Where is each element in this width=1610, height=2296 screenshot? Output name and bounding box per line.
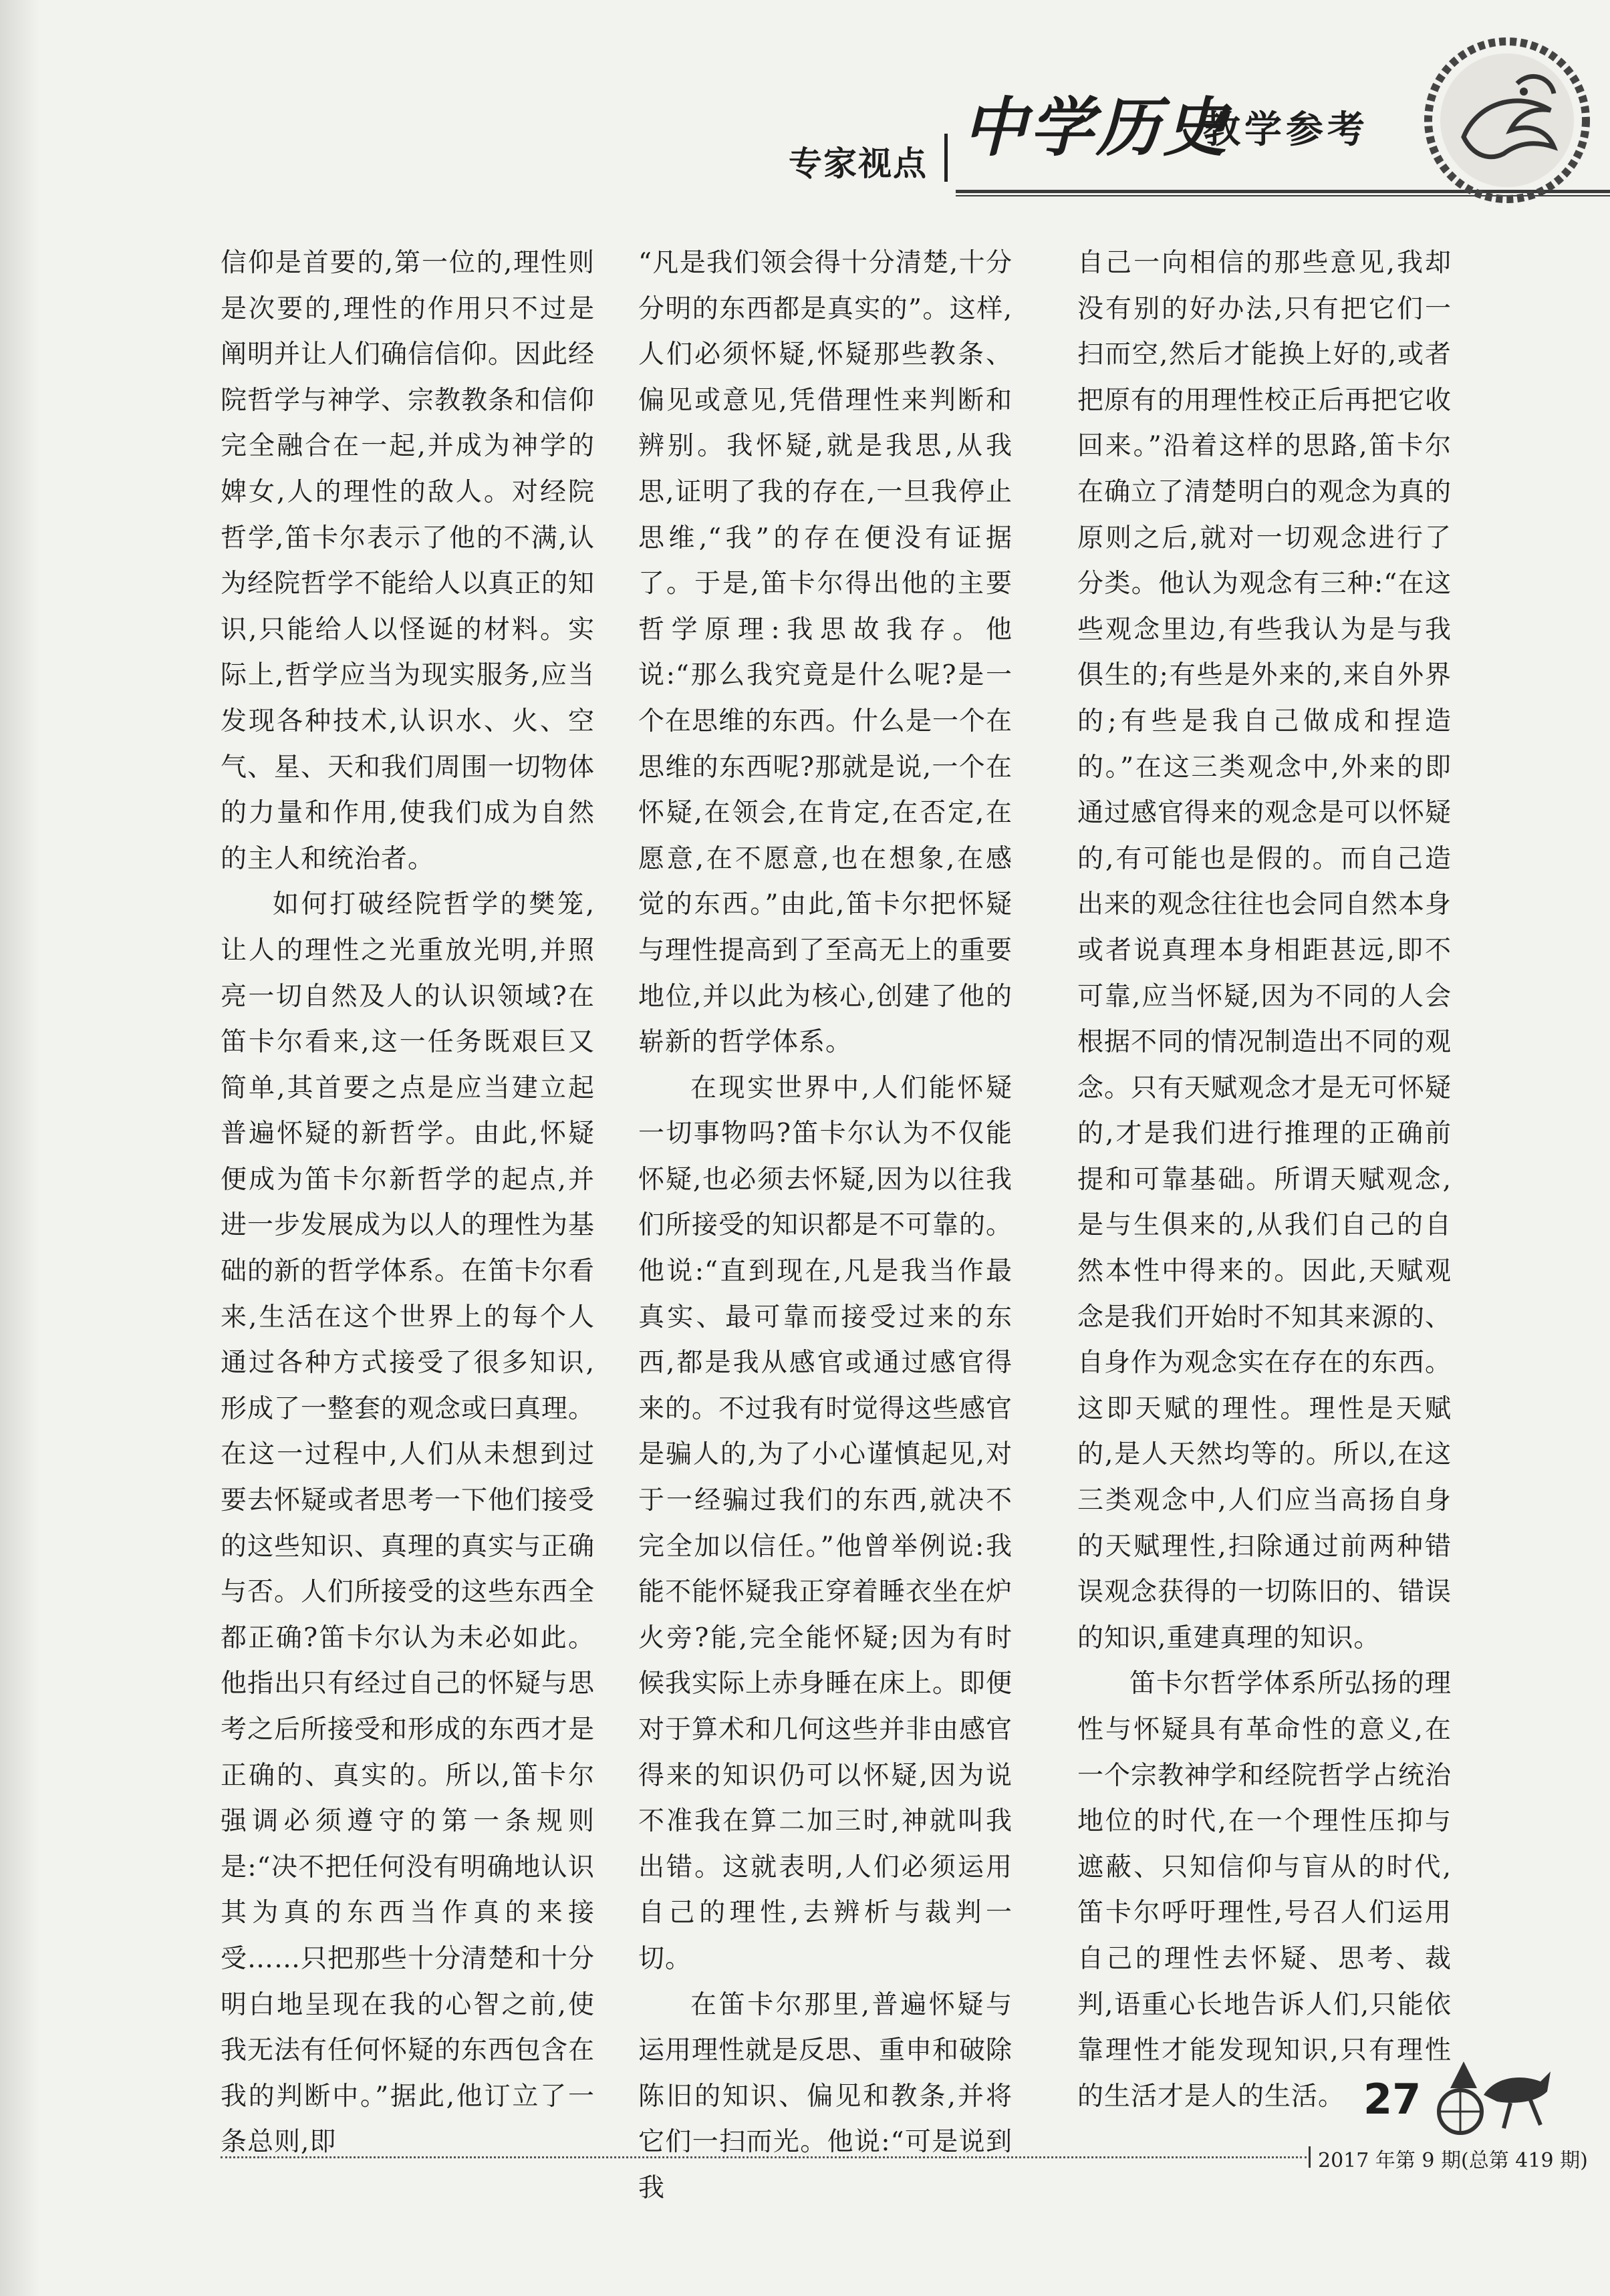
- paragraph: 在笛卡尔那里,普遍怀疑与运用理性就是反思、重申和破除陈旧的知识、偏见和教条,并将它们一扫而光。他说:“可是说到我: [638, 1989, 1013, 2203]
- text-column-3: [1077, 241, 1452, 2120]
- paragraph: 自己一向相信的那些意见,我却没有别的好办法,只有把它们一扫而空,然后才能换上好的,或者把原有的用理性校正后再把它收回来。”沿着这样的思路,笛卡尔在确立了清楚明白的观念为真的原则之后,就对一切观念进行了分类。他认为观念有三种:“在这些观念里边,有些我认为是与我俱生的;有些是外来的,来自外界的;有些是我自己做成和捏造的。”在这三类观念中,外来的即通过感官得来的观念是可以怀疑的,有可能也是假的。而自己造出来的观念往往也会同自然本身或者说真理本身相距甚远,即不可靠,应当怀疑,因为不同的人会根据不同的情况制造出不同的观念。只有天赋观念才是无可怀疑的,才是我们进行推理的正确前提和可靠基础。所谓天赋观念,是与生俱来的,从我们自己的自然本性中得来的。因此,天赋观念是我们开始时不知其来源的、自身作为观念实在存在的东西。这即天赋的理性。理性是天赋的,是人天然均等的。所以,在这三类观念中,人们应当高扬自身的天赋理性,扫除通过前两种错误观念获得的一切陈旧的、错误的知识,重建真理的知识。: [1077, 248, 1452, 1653]
- issue-info: 2017 年第 9 期(总第 419 期): [1318, 2149, 1588, 2172]
- chariot-icon: [1424, 2041, 1557, 2142]
- paragraph: 信仰是首要的,第一位的,理性则是次要的,理性的作用只不过是阐明并让人们确信信仰。因此经院哲学与神学、宗教教条和信仰完全融合在一起,并成为神学的婢女,人的理性的敌人。对经院哲学,笛卡尔表示了他的不满,认为经院哲学不能给人以真正的知识,只能给人以怪诞的材料。实际上,哲学应当为现实服务,应当发现各种技术,认识水、火、空气、星、天和我们周围一切物体的力量和作用,使我们成为自然的主人和统治者。: [221, 248, 595, 874]
- section-label: 专家视点: [789, 144, 928, 183]
- text-column-2: [638, 241, 1013, 2212]
- paragraph: 在现实世界中,人们能怀疑一切事物吗?笛卡尔认为不仅能怀疑,也必须去怀疑,因为以往我们所接受的知识都是不可靠的。他说:“直到现在,凡是我当作最真实、最可靠而接受过来的东西,都是我从感官或通过感官得来的。不过我有时觉得这些感官是骗人的,为了小心谨慎起见,对于一经骗过我们的东西,就决不完全加以信任。”他曾举例说:我能不能怀疑我正穿着睡衣坐在炉火旁?能,完全能怀疑;因为有时候我实际上赤身睡在床上。即便对于算术和几何这些并非由感官得来的知识仍可以怀疑,因为说不准我在算二加三时,神就叫我出错。这就表明,人们必须运用自己的理性,去辨析与裁判一切。: [638, 1072, 1013, 1974]
- journal-title: 中学历史: [962, 90, 1230, 165]
- paragraph: 如何打破经院哲学的樊笼,让人的理性之光重放光明,并照亮一切自然及人的认识领域?在笛卡尔看来,这一任务既艰巨又简单,其首要之点是应当建立起普遍怀疑的新哲学。由此,怀疑便成为笛卡尔新哲学的起点,并进一步发展成为以人的理性为基础的新的哲学体系。在笛卡尔看来,生活在这个世界上的每个人通过各种方式接受了很多知识,形成了一整套的观念或曰真理。在这一过程中,人们从未想到过要去怀疑或者思考一下他们接受的这些知识、真理的真实与正确与否。人们所接受的这些东西全都正确?笛卡尔认为未必如此。他指出只有经过自己的怀疑与思考之后所接受和形成的东西才是正确的、真实的。所以,笛卡尔强调必须遵守的第一条规则是:“决不把任何没有明确地认识其为真的东西当作真的来接受……只把那些十分清楚和十分明白地呈现在我的心智之前,使我无法有任何怀疑的东西包含在我的判断中。”据此,他订立了一条总则,即: [221, 889, 595, 2158]
- text-column-1: [221, 241, 595, 2166]
- phoenix-logo-icon: [1417, 30, 1597, 210]
- journal-subtitle: 教学参考: [1203, 108, 1369, 152]
- section-divider: [944, 134, 948, 182]
- page-number: 27: [1363, 2075, 1422, 2124]
- paragraph: 笛卡尔哲学体系所弘扬的理性与怀疑具有革命性的意义,在一个宗教神学和经院哲学占统治地位的时代,在一个理性压抑与遮蔽、只知信仰与盲从的时代,笛卡尔呼吁理性,号召人们运用自己的理性去怀疑、思考、裁判,语重心长地告诉人们,只能依靠理性才能发现知识,只有理性的生活才是人的生活。: [1077, 1669, 1452, 2112]
- scan-shadow: [0, 0, 40, 2296]
- paragraph: “凡是我们领会得十分清楚,十分分明的东西都是真实的”。这样,人们必须怀疑,怀疑那些教条、偏见或意见,凭借理性来判断和辨别。我怀疑,就是我思,从我思,证明了我的存在,一旦我停止思维,“我”的存在便没有证据了。于是,笛卡尔得出他的主要哲学原理:我思故我存。他说:“那么我究竟是什么呢?是一个在思维的东西。什么是一个在思维的东西呢?那就是说,一个在怀疑,在领会,在肯定,在否定,在愿意,在不愿意,也在想象,在感觉的东西。”由此,笛卡尔把怀疑与理性提高到了至高无上的重要地位,并以此为核心,创建了他的崭新的哲学体系。: [638, 248, 1013, 1058]
- footer-divider: [1309, 2146, 1311, 2168]
- footer-rule: [221, 2156, 1307, 2158]
